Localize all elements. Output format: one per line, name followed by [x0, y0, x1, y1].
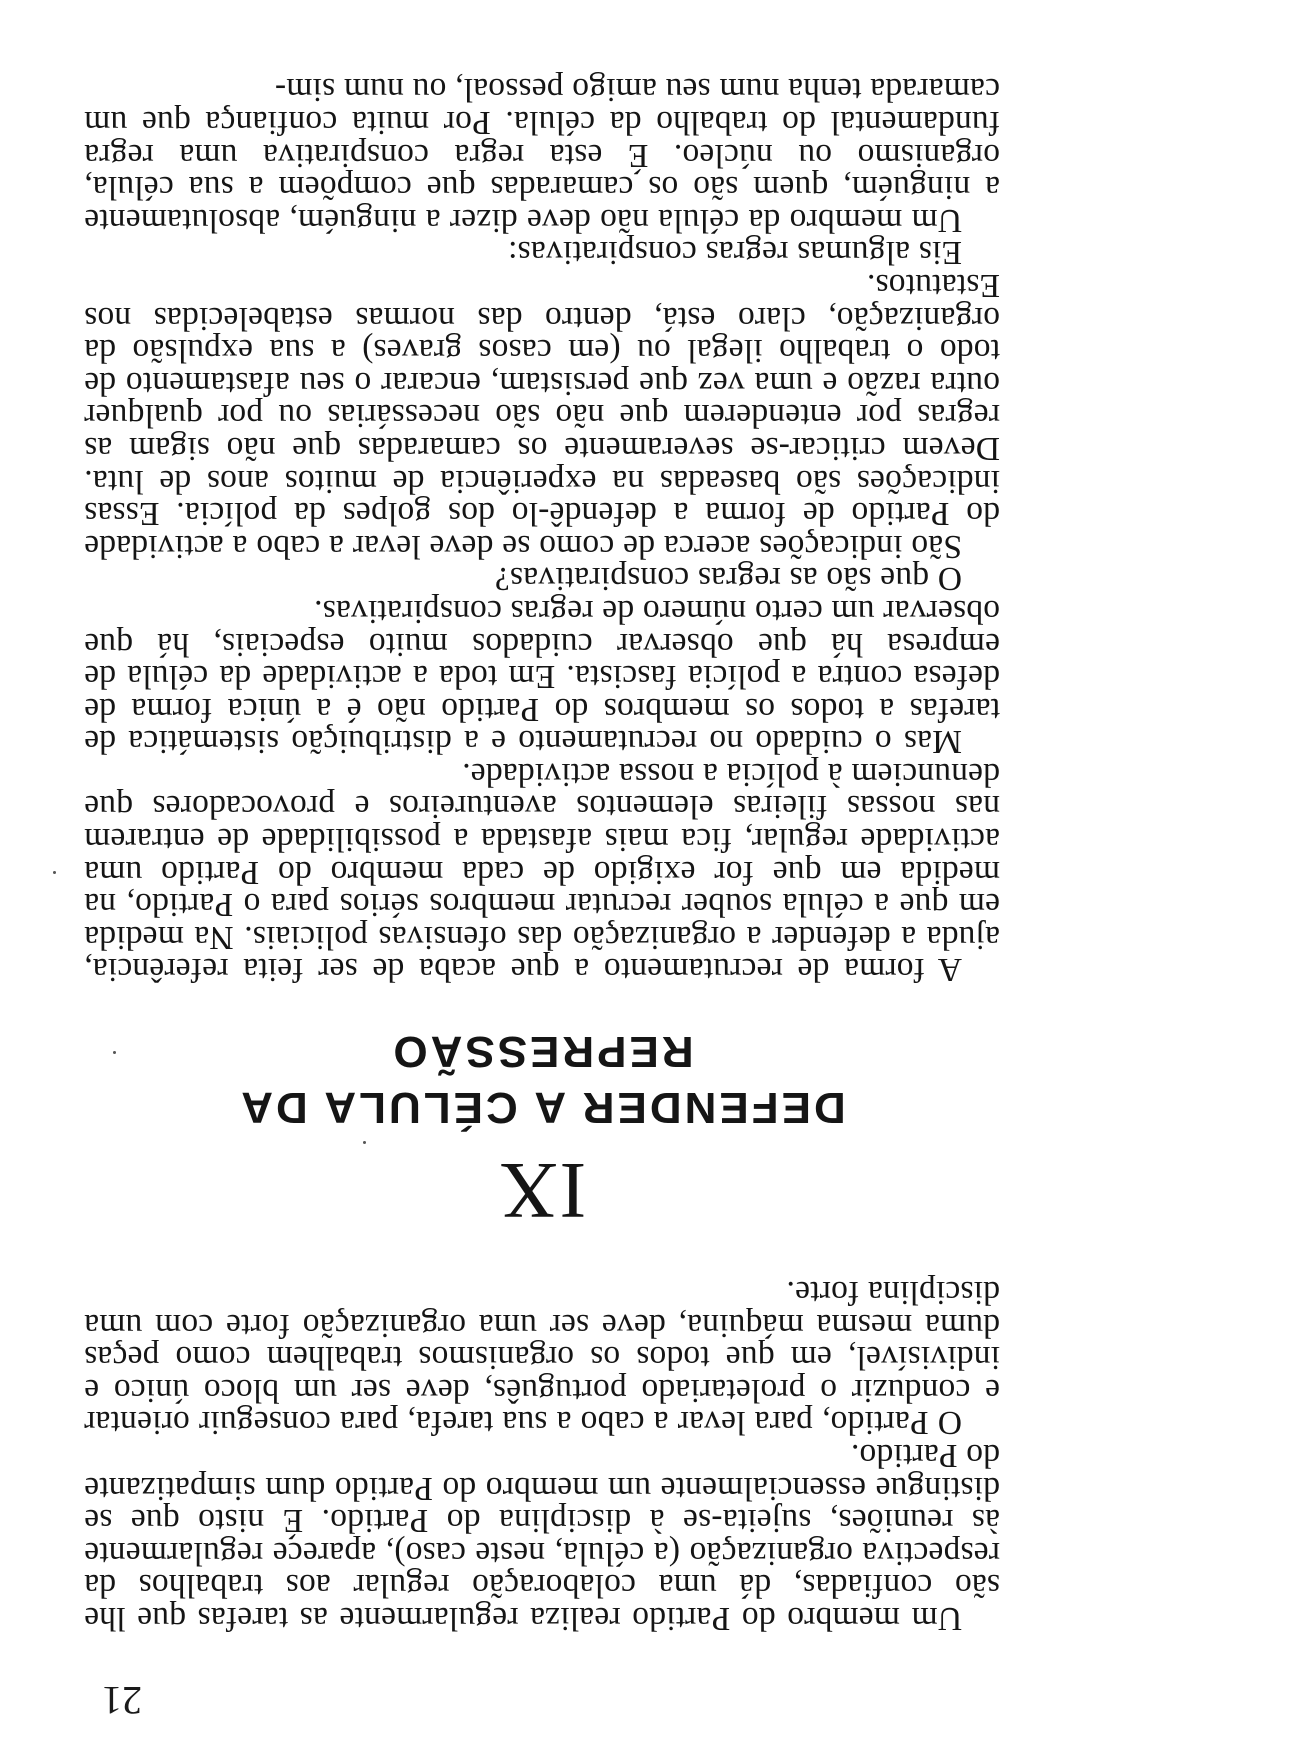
paragraph-defense: Mas o cuidado no recrutamento e a distribuição sistemática de tarefas a todos os membros do Partido não é a única forma de defesa contra a polícia fascista. Em toda a actividade da célula de empresa há que observar cuidados muito especiais, há que observar um certo número de regras conspirativas.	[84, 592, 1000, 761]
scan-speck	[363, 1141, 366, 1144]
paragraph-recruitment: A forma de recrutamento a que acaba de ser feita referência, ajuda a defender a organização das ofensivas policiais. Na medida em que a célula souber recrutar membros sérios para o Partido, na medida em que for exigido de cada membro do Partido uma actividade regular, fica mais afastada a possibilidade de entrarem nas nossas fileiras elementos aventureiros e provocadores que denunciem à polícia a nossa actividade.	[84, 755, 1000, 989]
paragraph-rule-one: Um membro da célula não deve dizer a ninguém, absolutamente a ninguém, quem são os camaradas que compõem a sua célula, organismo ou núcleo. É esta regra conspirativa uma regra fundamental do trabalho da célula. Por muita confiança que um camarada tenha num seu amigo pessoal, ou num sim-	[84, 71, 1000, 239]
scan-speck	[53, 871, 56, 874]
text-column	[84, 73, 1000, 1714]
chapter-title: DEFENDER A CÉLULA DA REPRESSÃO	[238, 1027, 846, 1133]
paragraph-party-member: Um membro do Partido realiza regularmente as tarefas que lhe são confiadas, dá uma colaboração regular aos trabalhos da respectiva organização (a célula, neste caso), aparece regularmente às reuniões, sujeita-se à disciplina do Partido. É nisto que se distingue essencialmente um membro do Partido dum simpatizante do Partido.	[84, 1437, 1000, 1637]
page-number: 21	[102, 1678, 142, 1723]
paragraph-rules-intro: Eis algumas regras conspirativas:	[507, 234, 962, 272]
paragraph-question: O que são as regras conspirativas?	[494, 560, 962, 598]
paragraph-indications: São indicações acerca de como se deve levar a cabo a actividade do Partido de forma a defendê-lo dos golpes da polícia. Essas indicações são baseadas na experiência de muitos anos de luta. Devem criticar-se severamente os camaradas que não sigam as regras por entenderem que não são necessárias ou por qualquer outra razão e uma vez que persistam, encarar o seu afastamento de todo o trabalho ilegal ou (em casos graves) a sua expulsão da organização, claro está, dentro das normas estabelecidas nos Estatutos.	[84, 267, 1000, 565]
scan-speck	[113, 1051, 116, 1054]
chapter-number: IX	[497, 1146, 587, 1235]
paragraph-party-bloc: O Partido, para levar a cabo a sua tarefa, para conseguir orientar e conduzir o proletariado português, deve ser um bloco único e indivisível, em que todos os organismos trabalhem como peças duma mesma máquina, deve ser uma organização forte com uma disciplina forte.	[84, 1274, 1000, 1442]
